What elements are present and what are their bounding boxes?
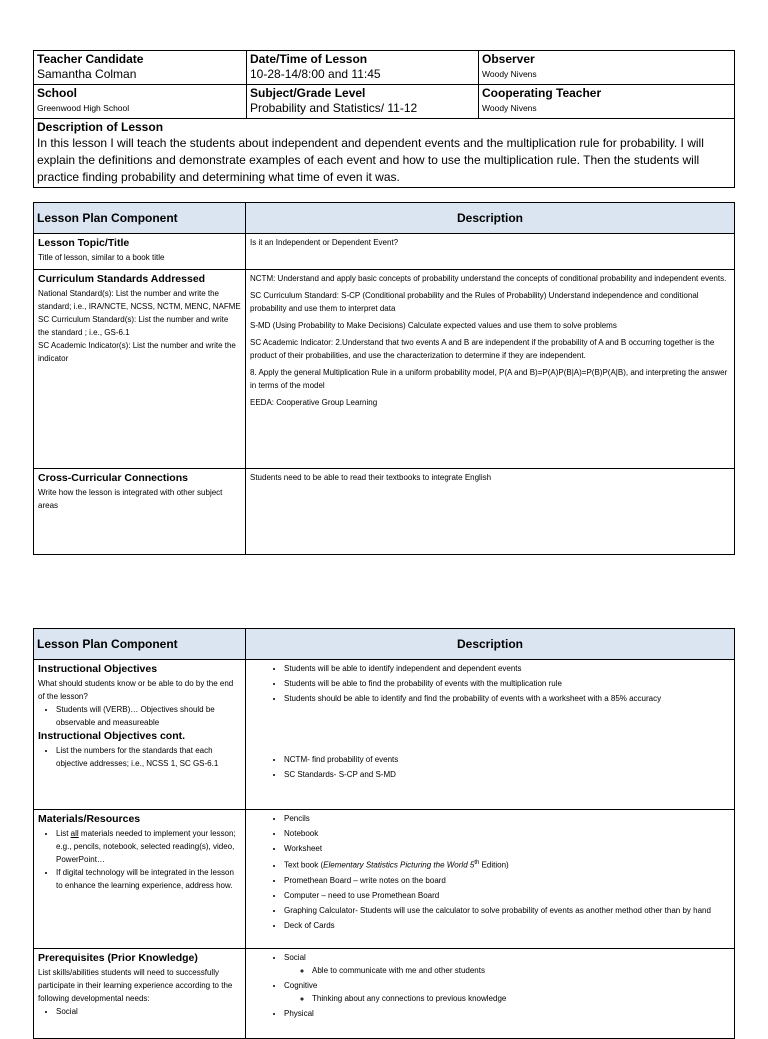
prerequisites-cell	[34, 949, 246, 1039]
standard-academic-indicator-2: SC Academic Indicator: 2.Understand that two events A and B are independent if the probability of A and B occurring together is the product of their probabilities, and use the characterization to determine if they are independent.	[250, 338, 715, 360]
teacher-candidate-label: Teacher Candidate	[37, 52, 144, 66]
cooperating-teacher-cell	[479, 85, 735, 119]
curriculum-standards-label: Curriculum Standards Addressed	[38, 273, 206, 285]
prerequisites-instruction-item: • Social	[56, 1005, 241, 1018]
lesson-topic-instruction: Title of lesson, similar to a book title	[38, 253, 165, 262]
prerequisite-cognitive-detail: ◦ Thinking about any connections to previous knowledge	[312, 992, 730, 1005]
material-item: • Notebook	[284, 827, 730, 840]
prerequisites-description	[246, 949, 735, 1039]
lesson-description-label: Description of Lesson	[37, 120, 164, 134]
materials-list	[250, 812, 730, 932]
cross-curricular-instruction: Write how the lesson is integrated with other subject areas	[38, 488, 223, 510]
prerequisites-instruction-list	[38, 1005, 241, 1018]
column-header-component-2: Lesson Plan Component	[34, 629, 246, 660]
sc-academic-indicator-instruction: SC Academic Indicator(s): List the number and write the indicator	[38, 341, 236, 363]
column-header-component: Lesson Plan Component	[34, 203, 246, 234]
lesson-topic-cell	[34, 234, 246, 270]
material-item-textbook: • Text book (Elementary Statistics Picturing the World 5th Edition)	[284, 857, 730, 872]
prerequisite-social: • Social ◦ Able to communicate with me and other students	[284, 951, 730, 977]
prerequisites-label: Prerequisites (Prior Knowledge)	[38, 952, 198, 964]
national-standard-instruction: National Standard(s): List the number and write the standard; i.e., IRA/NCTE, NCSS, NCTM, MENC, NAFME	[38, 289, 241, 311]
lesson-description-cell	[34, 119, 735, 188]
lesson-description-text: In this lesson I will teach the students about independent and dependent events and the multiplication rule for probability. I will explain the definitions and demonstrate examples of each event and how to use the multiplication rule. Then the students will practice finding probability and determining what time of even it was.	[37, 136, 704, 184]
objective-item: • Students will be able to identify independent and dependent events	[284, 662, 730, 675]
date-time-label: Date/Time of Lesson	[250, 52, 368, 66]
observer-cell	[479, 51, 735, 85]
objective-standard-item: • SC Standards- S-CP and S-MD	[284, 768, 730, 781]
materials-instruction-list	[38, 827, 241, 892]
objectives-instruction-list	[38, 703, 241, 729]
objectives-cont-instruction-list	[38, 744, 241, 770]
lesson-plan-table-2	[33, 628, 735, 1039]
instructional-objectives-instruction: What should students know or be able to do by the end of the lesson?	[38, 679, 234, 701]
lesson-topic-description: Is it an Independent or Dependent Event?	[246, 234, 735, 270]
standard-nctm: NCTM: Understand and apply basic concepts of probability understand the concepts of conditional probability and independent events.	[250, 274, 727, 283]
objective-item: • Students will be able to find the probability of events with the multiplication rule	[284, 677, 730, 690]
instructional-objectives-label: Instructional Objectives	[38, 663, 158, 675]
school-value: Greenwood High School	[37, 103, 130, 113]
teacher-candidate-value: Samantha Colman	[37, 67, 137, 81]
prerequisites-instruction: List skills/abilities students will need to successfully participate in their learning experience according to the following developmental needs:	[38, 968, 233, 1003]
materials-instruction-item: • List all materials needed to implement your lesson; e.g., pencils, notebook, selected reading(s), video, PowerPoint…	[56, 827, 241, 866]
column-header-description-2: Description	[246, 629, 735, 660]
column-header-description: Description	[246, 203, 735, 234]
instructional-objectives-cell	[34, 660, 246, 810]
objectives-list	[250, 662, 730, 705]
material-item: • Computer – need to use Promethean Board	[284, 889, 730, 902]
materials-resources-label: Materials/Resources	[38, 813, 141, 825]
prerequisites-list	[250, 951, 730, 1020]
instructional-objectives-description	[246, 660, 735, 810]
cross-curricular-cell	[34, 469, 246, 555]
prerequisite-social-detail: ◦ Able to communicate with me and other students	[312, 964, 730, 977]
materials-resources-description	[246, 810, 735, 949]
standard-s-md: S-MD (Using Probability to Make Decisions) Calculate expected values and use them to solve problems	[250, 321, 617, 330]
observer-label: Observer	[482, 52, 535, 66]
standard-sc-cp: SC Curriculum Standard: S-CP (Conditional probability and the Rules of Probability) Understand independence and conditional probability and use them to interpret data	[250, 291, 699, 313]
subject-grade-value: Probability and Statistics/ 11-12	[250, 101, 418, 115]
date-time-cell	[247, 51, 479, 85]
materials-resources-cell	[34, 810, 246, 949]
school-cell	[34, 85, 247, 119]
prerequisite-physical: • Physical	[284, 1007, 730, 1020]
date-time-value: 10-28-14/8:00 and 11:45	[250, 67, 381, 81]
objectives-cont-list	[250, 753, 730, 781]
cross-curricular-label: Cross-Curricular Connections	[38, 472, 188, 484]
school-label: School	[37, 86, 78, 100]
lesson-plan-table-1	[33, 202, 735, 555]
cooperating-teacher-value: Woody Nivens	[482, 103, 537, 113]
objective-standard-item: • NCTM- find probability of events	[284, 753, 730, 766]
standard-eeda: EEDA: Cooperative Group Learning	[250, 398, 378, 407]
objective-item: • Students should be able to identify and find the probability of events with a worksheet with a 85% accuracy	[284, 692, 730, 705]
curriculum-standards-cell	[34, 270, 246, 469]
material-item: • Deck of Cards	[284, 919, 730, 932]
standard-indicator-8: 8. Apply the general Multiplication Rule in a uniform probability model, P(A and B)=P(A)P(B|A)=P(B)P(A|B), and interpreting the answer in terms of the model	[250, 368, 728, 390]
subject-grade-label: Subject/Grade Level	[250, 86, 366, 100]
instructional-objectives-cont-label: Instructional Objectives cont.	[38, 730, 186, 742]
cross-curricular-description: Students need to be able to read their textbooks to integrate English	[246, 469, 735, 555]
cooperating-teacher-label: Cooperating Teacher	[482, 86, 602, 100]
objectives-cont-instruction-item: • List the numbers for the standards that each objective addresses; i.e., NCSS 1, SC GS-6.1	[56, 744, 241, 770]
material-item: • Pencils	[284, 812, 730, 825]
observer-value: Woody Nivens	[482, 69, 537, 79]
subject-grade-cell	[247, 85, 479, 119]
objectives-instruction-item: • Students will (VERB)… Objectives should be observable and measureable	[56, 703, 241, 729]
material-item: • Promethean Board – write notes on the board	[284, 874, 730, 887]
materials-instruction-item: • If digital technology will be integrated in the lesson to enhance the learning experience, address how.	[56, 866, 241, 892]
sc-curriculum-standard-instruction: SC Curriculum Standard(s): List the number and write the standard ; i.e., GS-6.1	[38, 315, 229, 337]
lesson-header-table	[33, 50, 735, 188]
lesson-topic-label: Lesson Topic/Title	[38, 237, 130, 249]
material-item: • Graphing Calculator- Students will use the calculator to solve probability of events as another method other than by hand	[284, 904, 730, 917]
prerequisite-cognitive: • Cognitive ◦ Thinking about any connections to previous knowledge	[284, 979, 730, 1005]
teacher-candidate-cell	[34, 51, 247, 85]
material-item: • Worksheet	[284, 842, 730, 855]
curriculum-standards-description	[246, 270, 735, 469]
